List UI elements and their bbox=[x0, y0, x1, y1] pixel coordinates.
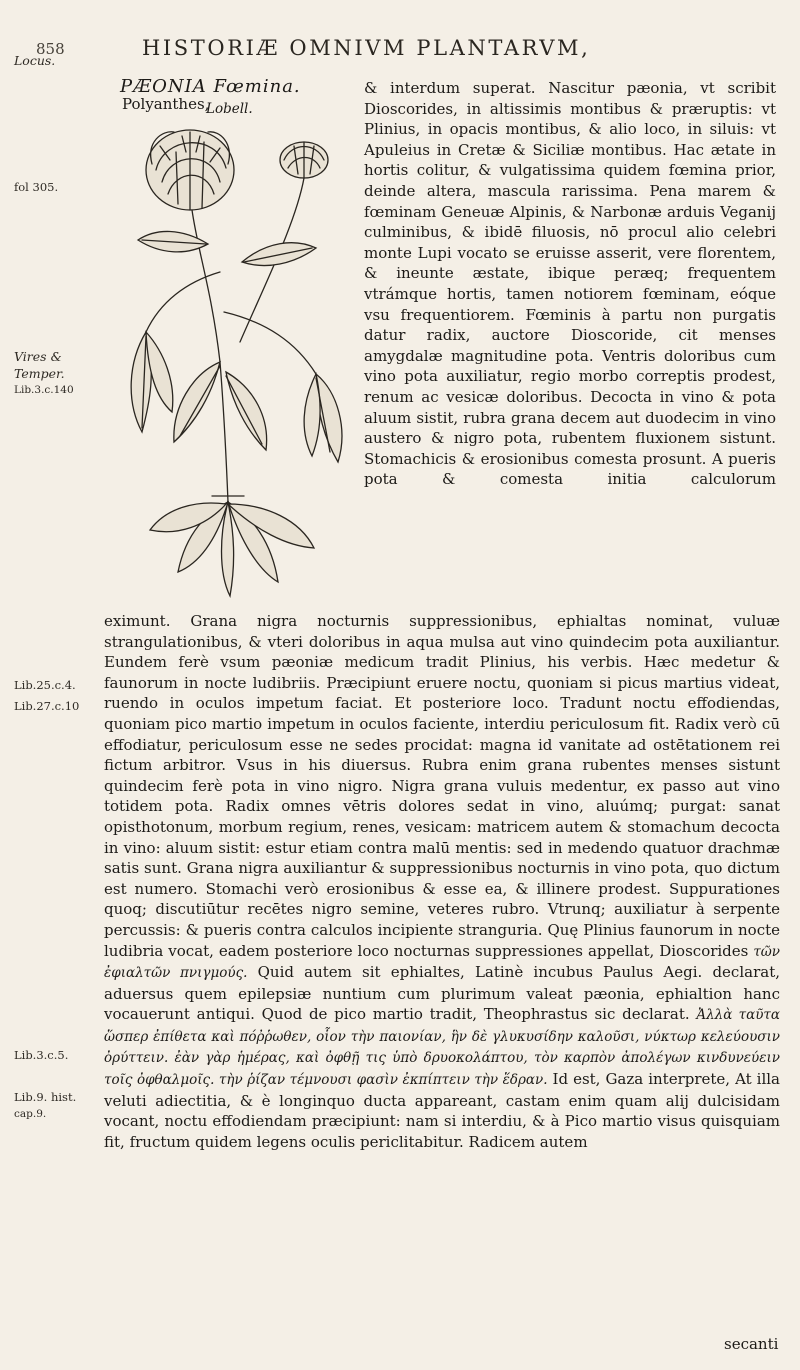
peony-bud-icon bbox=[280, 142, 328, 178]
body-text-full-width bbox=[104, 611, 780, 1152]
catchword: secanti bbox=[724, 1335, 779, 1353]
margin-note-vires-label: Vires & bbox=[14, 349, 62, 364]
greek-quote-2: Ἀλλὰ ταῦτα ὥσπερ ἐπίθετα καὶ πόῤῥωθεν, οἷον τὴν παιονίαν, ἣν δὲ γλυκυσίδην καλοῦσι, νύκτωρ κελεύουσιν ὀρύττειν. ἐὰν γὰρ ἡμέρας, καὶ ὀφθῇ τις ὑπὸ δρυοκολάπτου, τὸν καρπὸν ἀπολέγων κινδυνεύειν τοῖς ὀφθαλμοῖς. τὴν ῥίζαν τέμνουσι φασὶν ἐκπίπτειν τὴν ἕδραν. bbox=[104, 1007, 780, 1089]
peony-flower-icon bbox=[146, 130, 234, 210]
margin-note-lib9 bbox=[14, 1089, 76, 1123]
greek-quote-1: τῶν ἐφιαλτῶν πνιγμούς. bbox=[104, 943, 780, 982]
peony-plant-woodcut-icon bbox=[116, 112, 356, 598]
figure-caption-a: Polyanthes, bbox=[122, 95, 210, 113]
body-text-right-column: & interdum superat. Nascitur pæonia, vt scribit Dioscorides, in altissimis montibus & præruptis: vt Plinius, in opacis montibus, & alio loco, in siluis: vt Apuleius in Cretæ & Siciliæ montibus. Hac ætate in hortis colitur, & vulgatissima quidem fœmina prior, deinde altera, mascula rarissima. Pena marem & fœminam Geneuæ Alpinis, & Narbonæ arduis Veganij culminibus, & ibidē filuosis, nō procul alio celebri monte Lupi vocato se eruisse asserit, vere florentem, & ineunte æstate, ibique peræq; frequentem vtrámque hortis, tamen notiorem fœminam, eóque vsu frequentiorem. Fœminis à partu non purgatis datur radix, auctore Dioscoride, cit menses amygdalæ magnitudine pota. Ventris doloribus cum vino pota auxiliatur, regio morbo correptis prodest, renum ac vesicæ doloribus. Decocta in vino & pota aluum sistit, rubra grana decem aut duodecim in vino austero & nigro pota, rubentem fluxionem sistunt. Stomachicis & erosionibus comesta prosunt. A pueris pota & comesta initia calculorum bbox=[364, 79, 776, 489]
margin-note-fol: fol 305. bbox=[14, 180, 59, 194]
running-title: HISTORIÆ OMNIVM PLANTARVM, bbox=[142, 36, 591, 60]
margin-note-lib25: Lib.25.c.4. bbox=[14, 678, 76, 692]
margin-note-vires bbox=[14, 348, 74, 399]
body-text-part-1: eximunt. Grana nigra nocturnis suppressionibus, ephialtas nominat, vuluæ strangulationibus, & vteri doloribus in aqua mulsa aut vino quindecim pota auxiliantur. Eundem ferè vsum pæoniæ medicum tradit Plinius, his verbis. Hæc medetur & faunorum in nocte ludibriis. Præcipiunt eruere noctu, quoniam si picus martius videat, ruendo in oculos impetum faciat. Et posteriore loco. Tradunt noctu effodiendas, quoniam pico martio impetum in oculos faciente, interdiu periculosum fit. Radix verò cū effodiatur, periculosum esse ne sedes procidat: magna id vanitate ad ostētationem rei fictum arbitror. Vsus in his diuersus. Rubra enim grana rubentes menses sistunt quindecim ferè pota in vino nigro. Nigra grana vuluis medentur, ex passo aut vino totidem pota. Radix omnes vētris dolores sedat in vino, aluúmq; purgat: sanat opisthotonum, morbum regium, renes, vesicam: matricem autem & stomachum decocta in vino: aluum sistit: estur etiam contra malū mentis: sed in medendo quatuor drachmæ satis sunt. Grana nigra auxiliantur & suppressionibus nocturnis in vino pota, quo dictum est numero. Stomachi verò erosionibus & esse ea, & illinere prodest. Suppurationes quoq; discutiūtur recētes nigro semine, veteres rubro. Vtrunq; auxiliatur à serpente percussis: & pueris contra calculos incipiente stranguria. Quę Plinius faunorum in nocte ludibria vocat, eadem posteriore loco nocturnas suppressiones appellat, Dioscorides bbox=[104, 612, 780, 960]
margin-note-lib3c5: Lib.3.c.5. bbox=[14, 1048, 69, 1062]
margin-note-lib27: Lib.27.c.10 bbox=[14, 699, 80, 713]
peony-root-icon bbox=[150, 502, 314, 596]
page-number: 858 bbox=[36, 40, 65, 58]
body-text-part-2: Quid autem sit ephialtes, Latinè incubus Paulus Aegi. declarat, aduersus quem epilepsiæ nuntium cum plurimum valeat pæonia, ephialtion hanc vocauerunt antiqui. Quod de pico martio tradit, Theophrastus sic declarat. bbox=[104, 963, 780, 1024]
margin-note-vires-sub: Temper. bbox=[14, 366, 65, 381]
figure-title: PÆONIA Fœmina. bbox=[120, 76, 301, 97]
margin-note-lib9-sub: cap.9. bbox=[14, 1108, 47, 1120]
margin-note-locus: Locus. bbox=[14, 53, 56, 68]
body-text-part-3: Id est, Gaza interprete, At illa veluti adiectitia, & è longinquo ducta appareant, castam enim quam alij dulcisidam vocant, noctu effodiendam præcipiunt: nam si interdiu, & à Pico martio visus quisquiam fit, fructum quidem legens oculis periclitabitur. Radicem autem bbox=[104, 1070, 780, 1151]
figure-caption-b: Lobell. bbox=[206, 101, 253, 117]
margin-note-vires-ref: Lib.3.c.140 bbox=[14, 384, 74, 396]
margin-note-lib9-ref: Lib.9. hist. bbox=[14, 1090, 77, 1104]
